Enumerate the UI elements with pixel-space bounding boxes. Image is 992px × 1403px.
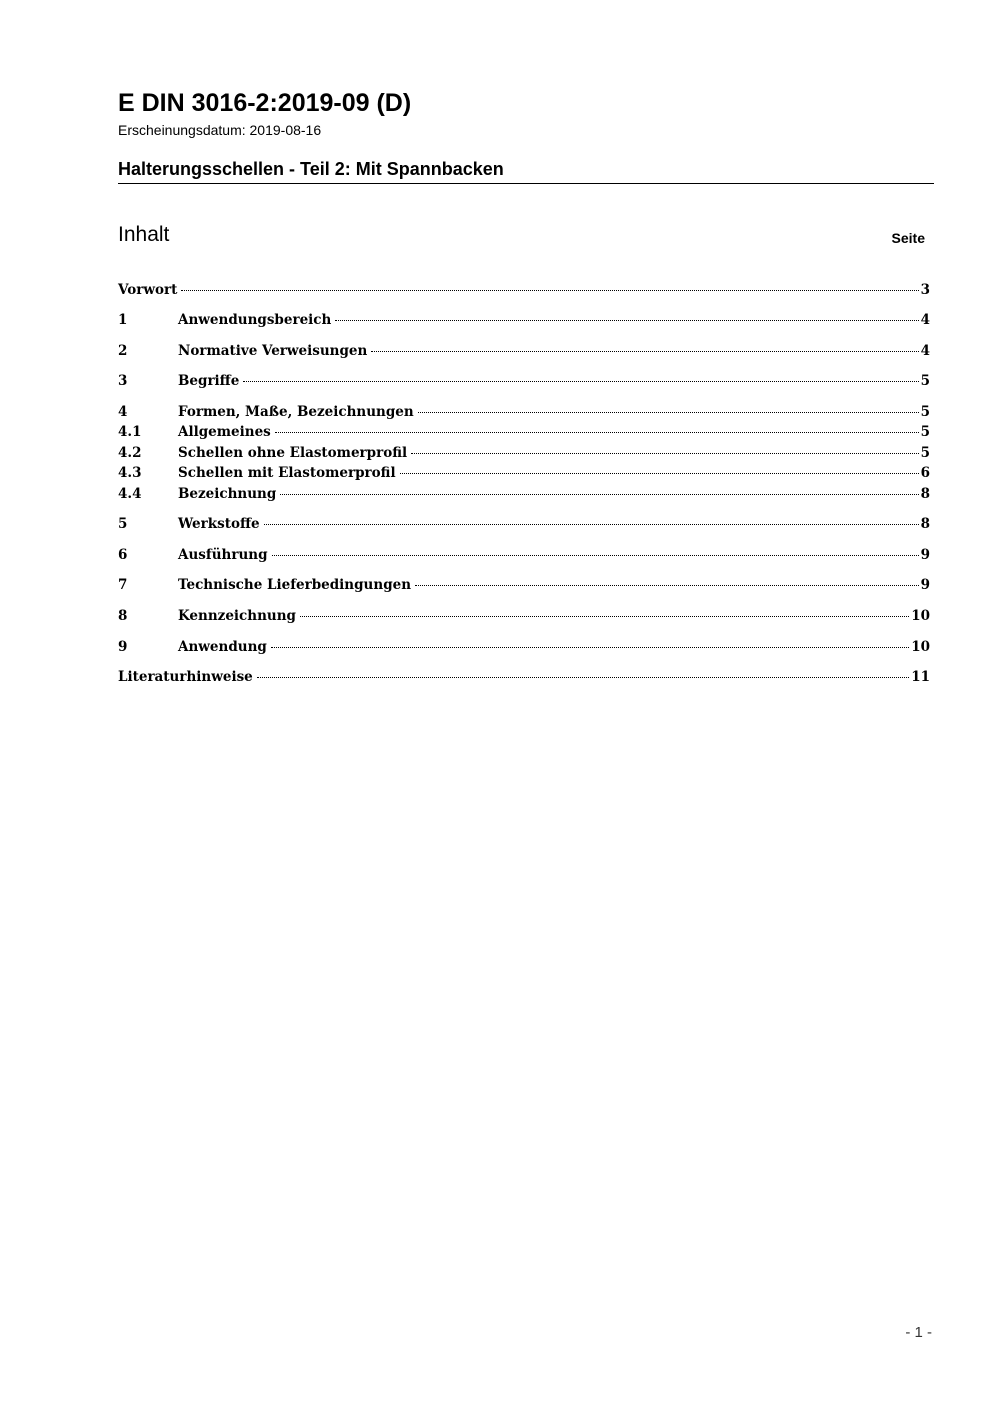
toc-entry-number: 9	[118, 639, 128, 655]
toc-entry-page: 8	[920, 516, 930, 532]
toc-entry-7[interactable]	[118, 575, 930, 595]
toc-dot-leader	[411, 453, 918, 454]
toc-entry-page: 8	[920, 486, 930, 502]
toc-entry-4[interactable]	[118, 402, 930, 422]
toc-dot-leader	[335, 320, 918, 321]
toc-entry-number: 4	[118, 404, 128, 420]
toc-dot-leader	[243, 381, 918, 382]
toc-entry-number: 4.2	[118, 445, 142, 461]
toc-dot-leader	[272, 555, 919, 556]
toc-page-column-heading: Seite	[891, 230, 925, 246]
toc-entry-label: Schellen mit Elastomerprofil	[178, 465, 396, 481]
toc-entry-label: Schellen ohne Elastomerprofil	[178, 445, 408, 461]
toc-dot-leader	[271, 647, 909, 648]
toc-entry-label: Literaturhinweise	[118, 669, 253, 685]
toc-entry-page: 5	[920, 404, 930, 420]
toc-dot-leader	[181, 290, 918, 291]
toc-entry-4-2[interactable]	[118, 443, 930, 463]
toc-entry-label: Vorwort	[118, 282, 178, 298]
toc-entry-3[interactable]	[118, 371, 930, 391]
toc-dot-leader	[280, 494, 918, 495]
toc-entry-label: Bezeichnung	[178, 486, 277, 502]
toc-dot-leader	[418, 412, 919, 413]
toc-entry-number: 6	[118, 547, 128, 563]
toc-entry-8[interactable]	[118, 606, 930, 626]
toc-entry-9[interactable]	[118, 637, 930, 657]
toc-entry-4-3[interactable]	[118, 463, 930, 483]
toc-entry-number: 2	[118, 343, 128, 359]
toc-entry-label: Technische Lieferbedingungen	[178, 577, 412, 593]
toc-entry-number: 4.3	[118, 465, 142, 481]
document-id: E DIN 3016-2:2019-09 (D)	[118, 89, 412, 117]
toc-entry-label: Werkstoffe	[178, 516, 260, 532]
toc-dot-leader	[415, 585, 919, 586]
toc-entry-2[interactable]	[118, 341, 930, 361]
toc-entry-vorwort[interactable]	[118, 280, 930, 300]
toc-entry-number: 8	[118, 608, 128, 624]
toc-dot-leader	[371, 351, 918, 352]
toc-entry-page: 9	[920, 547, 930, 563]
title-divider	[118, 183, 934, 184]
toc-entry-label: Anwendung	[178, 639, 267, 655]
toc-entry-page: 5	[920, 373, 930, 389]
toc-entry-1[interactable]	[118, 310, 930, 330]
toc-entry-label: Allgemeines	[178, 424, 271, 440]
toc-entry-number: 4.1	[118, 424, 142, 440]
toc-dot-leader	[264, 524, 919, 525]
toc-entry-4-1[interactable]	[118, 422, 930, 442]
toc-entry-label: Kennzeichnung	[178, 608, 296, 624]
toc-entry-number: 4.4	[118, 486, 142, 502]
toc-entry-5[interactable]	[118, 514, 930, 534]
toc-entry-literaturhinweise[interactable]	[118, 667, 930, 687]
toc-entry-label: Anwendungsbereich	[178, 312, 332, 328]
toc-entry-label: Ausführung	[178, 547, 268, 563]
toc-entry-number: 7	[118, 577, 128, 593]
toc-entry-number: 3	[118, 373, 128, 389]
toc-entry-label: Begriffe	[178, 373, 240, 389]
toc-dot-leader	[275, 432, 919, 433]
toc-entry-page: 9	[920, 577, 930, 593]
toc-entry-page: 4	[920, 312, 930, 328]
toc-dot-leader	[400, 473, 919, 474]
publication-date: Erscheinungsdatum: 2019-08-16	[118, 122, 322, 138]
toc-entry-4-4[interactable]	[118, 484, 930, 504]
toc-entry-number: 1	[118, 312, 128, 328]
toc-entry-page: 6	[920, 465, 930, 481]
toc-entry-label: Formen, Maße, Bezeichnungen	[178, 404, 414, 420]
toc-entry-label: Normative Verweisungen	[178, 343, 368, 359]
toc-entry-page: 10	[911, 608, 930, 624]
toc-heading: Inhalt	[118, 223, 170, 246]
document-title: Halterungsschellen - Teil 2: Mit Spannbacken	[118, 159, 504, 179]
toc-entry-number: 5	[118, 516, 128, 532]
toc-entry-page: 4	[920, 343, 930, 359]
toc-dot-leader	[300, 616, 909, 617]
toc-entry-page: 5	[920, 445, 930, 461]
page-number: - 1 -	[905, 1324, 932, 1341]
toc-dot-leader	[257, 677, 909, 678]
toc-entry-page: 5	[920, 424, 930, 440]
toc-entry-page: 11	[911, 669, 930, 685]
toc-entry-page: 3	[920, 282, 930, 298]
toc-entry-page: 10	[911, 639, 930, 655]
toc-entry-6[interactable]	[118, 545, 930, 565]
